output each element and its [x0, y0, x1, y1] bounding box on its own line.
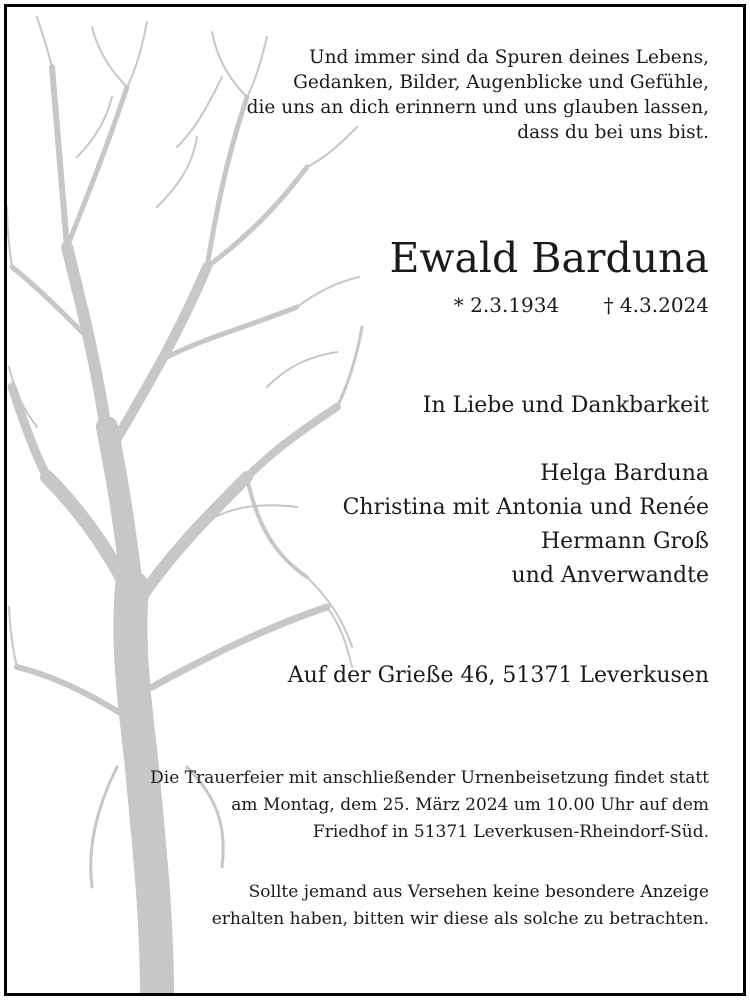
tree-branch [52, 67, 67, 247]
notice-line: Sollte jemand aus Versehen keine besondere Anzeige [248, 882, 709, 902]
ceremony-details [69, 765, 709, 846]
mourner-name: Hermann Groß [540, 529, 709, 554]
tree-limb [67, 247, 107, 437]
tree-twig [127, 22, 147, 87]
tree-twig [7, 207, 12, 267]
quote-line: die uns an dich erinnern und uns glauben lassen, [246, 97, 709, 118]
tree-twig [37, 17, 52, 67]
tree-limb [135, 477, 247, 607]
memorial-quote [189, 45, 709, 145]
tree-branch [337, 327, 362, 407]
tree-limb [247, 407, 337, 477]
ceremony-line: Friedhof in 51371 Leverkusen-Rheindorf-Süd. [312, 822, 709, 842]
quote-line: dass du bei uns bist. [517, 122, 709, 143]
dedication: In Liebe und Dankbarkeit [422, 393, 709, 418]
tree-twig [267, 352, 337, 387]
tree-branch [67, 87, 127, 247]
tree-limb [12, 387, 47, 477]
death-date: † 4.3.2024 [603, 293, 709, 317]
notice-text [69, 879, 709, 933]
notice-line: erhalten haben, bitten wir diese als solche zu betrachten. [211, 909, 709, 929]
tree-illustration [7, 7, 367, 996]
tree-twig [297, 277, 359, 307]
deceased-name: Ewald Barduna [389, 234, 709, 282]
obituary-frame [4, 4, 746, 996]
ceremony-line: Die Trauerfeier mit anschließender Urnenbeisetzung findet statt [150, 768, 709, 788]
tree-branch [247, 477, 307, 577]
mourner-name: und Anverwandte [511, 563, 709, 588]
tree-twig [92, 27, 127, 87]
mourners-list [343, 457, 709, 593]
birth-date: * 2.3.1934 [453, 293, 560, 317]
tree-twig [9, 607, 17, 667]
mourner-name: Helga Barduna [540, 461, 709, 486]
ceremony-line: am Montag, dem 25. März 2024 um 10.00 Uhr auf dem [231, 795, 709, 815]
tree-limb [112, 267, 207, 447]
life-dates [454, 291, 709, 319]
quote-line: Gedanken, Bilder, Augenblicke und Gefühle, [293, 72, 709, 93]
mourner-name: Christina mit Antonia und Renée [342, 495, 709, 520]
family-address: Auf der Grieße 46, 51371 Leverkusen [287, 663, 709, 688]
quote-line: Und immer sind da Spuren deines Lebens, [309, 47, 709, 68]
